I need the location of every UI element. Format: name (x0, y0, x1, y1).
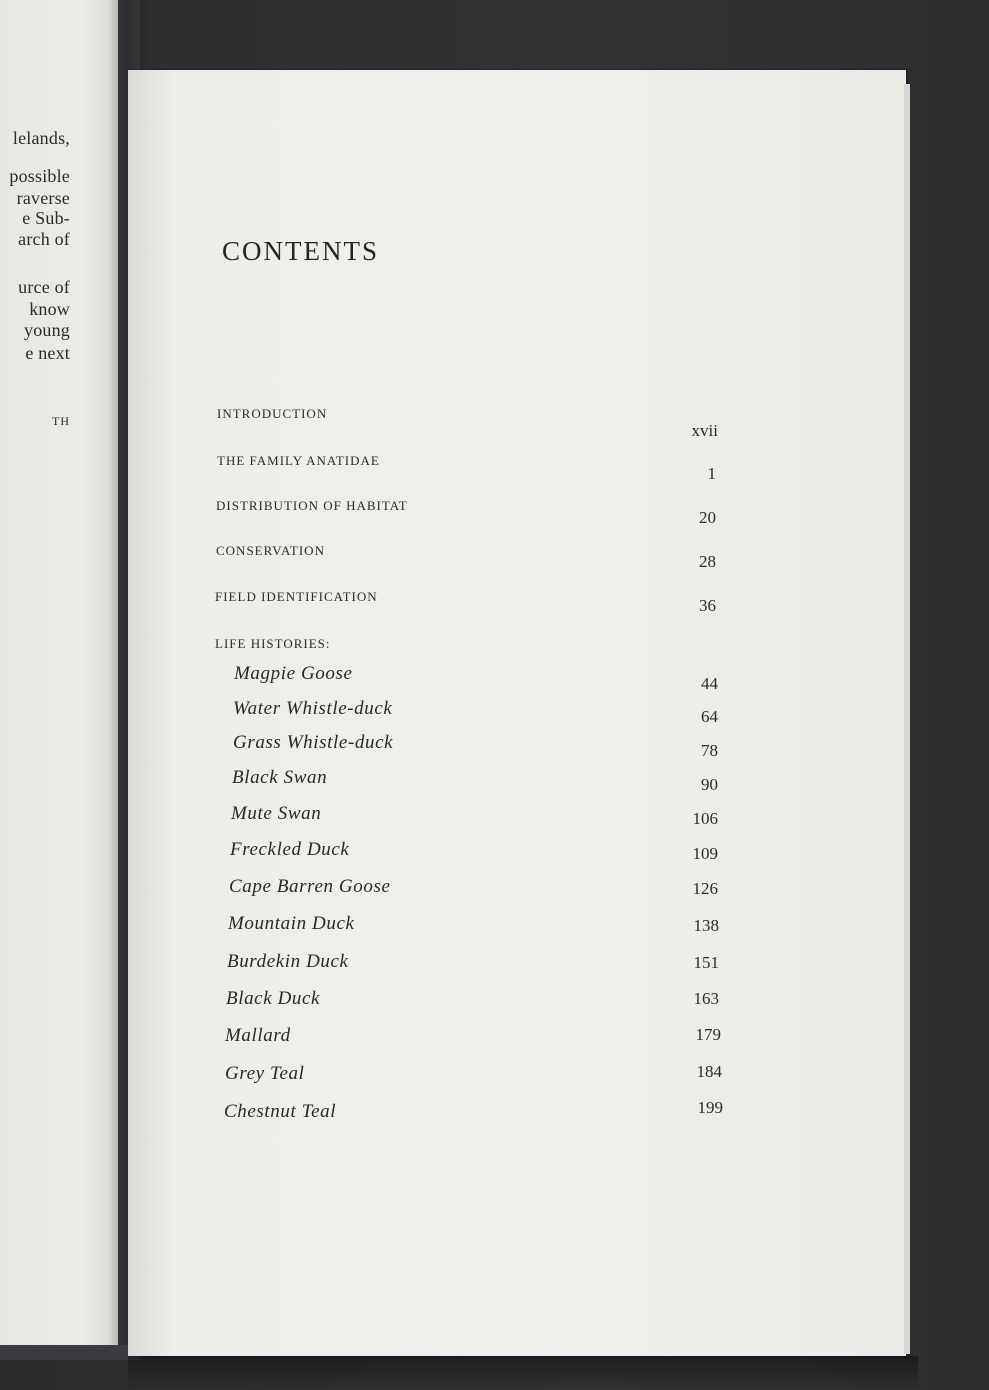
toc-entry-label: FIELD IDENTIFICATION (215, 589, 378, 604)
toc-page-number: 179 (695, 1025, 721, 1044)
toc-section-heading: LIFE HISTORIES: (215, 636, 331, 651)
toc-entry-label: Cape Barren Goose (229, 876, 391, 897)
toc-page-number: 44 (701, 674, 718, 693)
page-title: CONTENTS (222, 236, 379, 266)
toc-page-number: 109 (692, 844, 718, 863)
toc-entry-label: Grey Teal (225, 1063, 305, 1084)
page-edge (904, 84, 910, 1354)
toc-page-number: 20 (699, 508, 716, 527)
left-page-line: urce of (18, 277, 70, 297)
toc-entry-label: Chestnut Teal (224, 1101, 337, 1122)
toc-entry-label: Mute Swan (231, 803, 322, 824)
toc-entry-label: Water Whistle-duck (233, 698, 393, 719)
toc-entry-label: Freckled Duck (230, 839, 350, 860)
toc-page-number: 28 (699, 552, 716, 571)
left-page-line: raverse (16, 188, 70, 208)
toc-page-number: 163 (693, 989, 719, 1008)
toc-page-number: 106 (692, 809, 718, 828)
toc-page-number: 36 (699, 596, 716, 615)
toc-entry-label: Black Swan (232, 767, 328, 788)
left-page-line: know (29, 299, 70, 319)
left-page-line: lelands, (12, 128, 70, 148)
toc-entry-label: Black Duck (226, 988, 321, 1009)
left-page (0, 0, 118, 1345)
toc-entry-label: Grass Whistle-duck (233, 732, 394, 753)
page-bottom-shadow (128, 1356, 918, 1390)
toc-page-number: 138 (693, 916, 719, 935)
toc-page-number: xvii (691, 421, 718, 440)
toc-entry-label: INTRODUCTION (217, 406, 328, 421)
toc-entry-label: DISTRIBUTION OF HABITAT (216, 498, 408, 513)
toc-page-number: 78 (701, 741, 718, 760)
toc-entry-label: Mallard (225, 1025, 291, 1046)
toc-page-number: 199 (697, 1098, 723, 1117)
toc-page-number: 184 (696, 1062, 722, 1081)
left-page-line: arch of (18, 229, 70, 249)
toc-page-number: 64 (701, 707, 718, 726)
toc-page-number: 1 (707, 464, 716, 483)
left-page-line: young (24, 320, 70, 340)
toc-page-number: 126 (692, 879, 718, 898)
toc-entry-label: Mountain Duck (228, 913, 355, 934)
left-page-line: possible (9, 166, 70, 186)
toc-entry-label: CONSERVATION (216, 543, 325, 558)
toc-entry-label: Burdekin Duck (227, 951, 349, 972)
toc-entry-label: THE FAMILY ANATIDAE (217, 453, 380, 468)
left-page-line: e next (25, 343, 70, 363)
left-page-signature: TH (52, 414, 70, 428)
toc-page-number: 151 (693, 953, 719, 972)
left-page-line: e Sub- (22, 208, 70, 228)
toc-entry-label: Magpie Goose (234, 663, 353, 684)
toc-page-number: 90 (701, 775, 718, 794)
